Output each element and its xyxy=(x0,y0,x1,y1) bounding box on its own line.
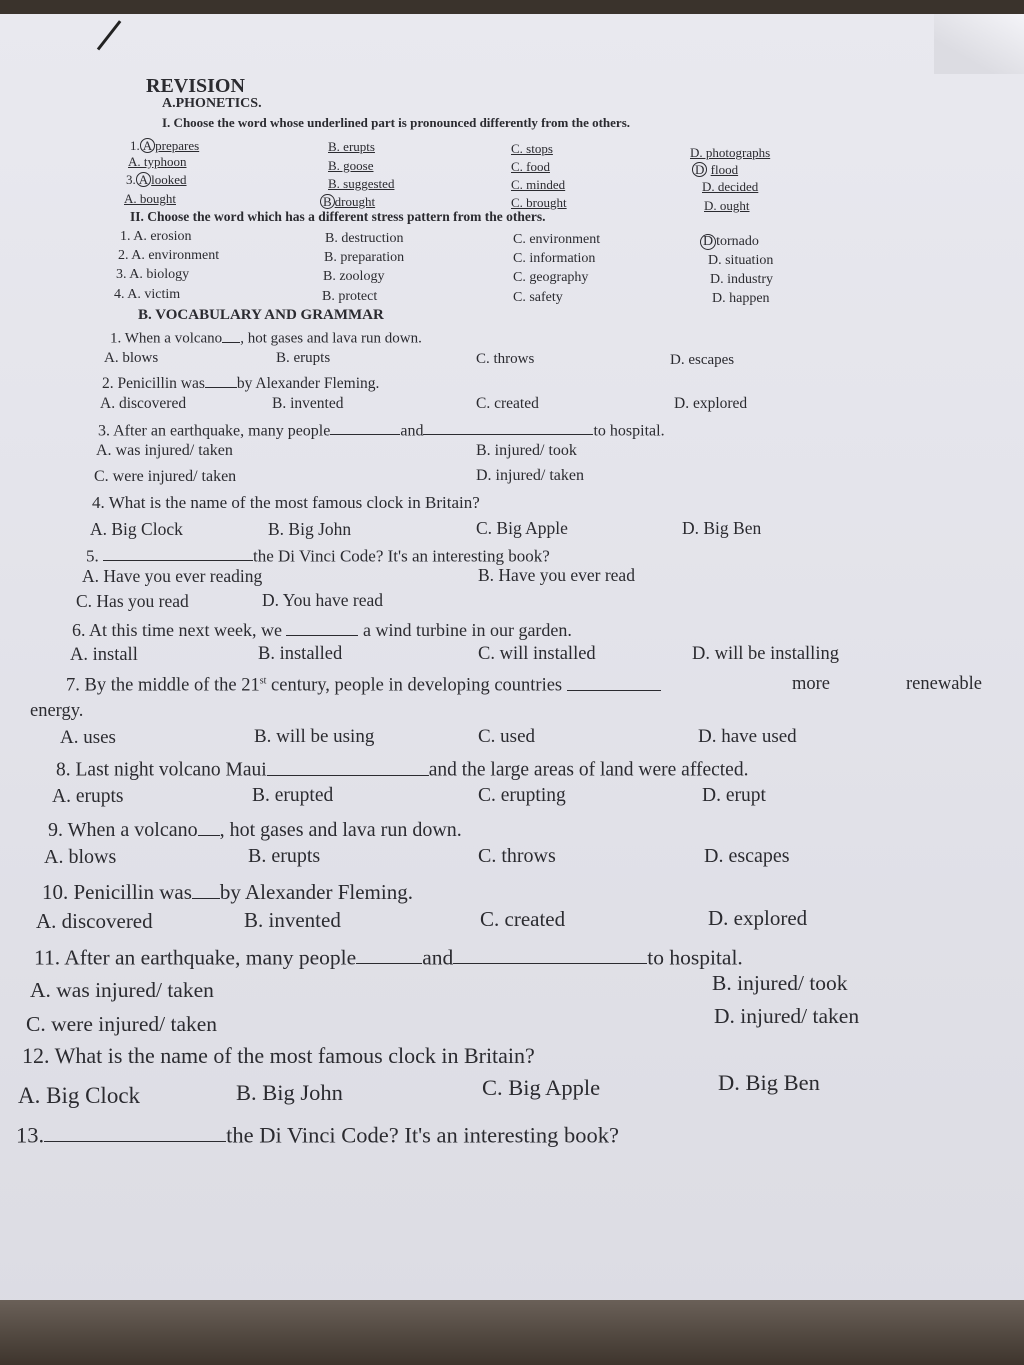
phonetics-4-a: A. bought xyxy=(124,191,176,206)
q8-option-b: B. erupted xyxy=(252,785,334,806)
question-8-stem: 8. Last night volcano Maui and the large areas of land were affected. xyxy=(56,757,748,780)
stress-4-b: B. protect xyxy=(322,289,378,304)
stress-1-a: 1. A. erosion xyxy=(120,229,192,244)
part-ii-instruction: II. Choose the word which has a different stress pattern from the others. xyxy=(130,209,546,224)
stress-4-c: C. safety xyxy=(513,290,563,305)
stress-2-d: D. situation xyxy=(708,253,774,268)
q4-option-b: B. Big John xyxy=(268,519,352,539)
q1-option-d: D. escapes xyxy=(670,352,735,368)
pen-mark xyxy=(97,20,122,50)
part-i-instruction: I. Choose the word whose underlined part is pronounced differently from the others. xyxy=(162,115,631,130)
stress-2-b: B. preparation xyxy=(324,250,405,265)
phonetics-2-b: B. goose xyxy=(328,158,374,173)
circled-answer: A xyxy=(140,138,155,153)
phonetics-3-b: B. suggested xyxy=(328,176,395,191)
phonetics-3-c: C. minded xyxy=(511,177,566,192)
q6-option-b: B. installed xyxy=(258,644,343,664)
q5-option-a: A. Have you ever reading xyxy=(82,566,263,586)
q3-option-b: B. injured/ took xyxy=(476,442,577,459)
q5-option-c: C. Has you read xyxy=(76,591,189,611)
phonetics-4-c: C. brought xyxy=(511,195,567,210)
q10-option-a: A. discovered xyxy=(36,909,153,933)
q9-option-d: D. escapes xyxy=(704,845,790,867)
q7-option-a: A. uses xyxy=(60,727,116,748)
question-3-stem: 3. After an earthquake, many people and to hospital. xyxy=(98,420,665,439)
question-5-stem: 5. the Di Vinci Code? It's an interesting book? xyxy=(86,546,550,566)
phonetics-4-d: D. ought xyxy=(704,198,750,213)
q9-option-c: C. throws xyxy=(478,845,556,867)
question-9-stem: 9. When a volcano , hot gases and lava run down. xyxy=(48,819,462,841)
q1-option-b: B. erupts xyxy=(276,350,331,366)
q7-option-b: B. will be using xyxy=(254,726,375,747)
q5-option-d: D. You have read xyxy=(262,590,384,610)
worksheet-page xyxy=(0,14,1024,1339)
q12-option-a: A. Big Clock xyxy=(18,1083,141,1108)
q3-option-c: C. were injured/ taken xyxy=(94,468,237,485)
question-13-stem: 13. the Di Vinci Code? It's an interesting book? xyxy=(16,1122,619,1148)
q7-stem-energy: energy. xyxy=(30,701,84,721)
q4-option-c: C. Big Apple xyxy=(476,518,568,538)
q12-option-c: C. Big Apple xyxy=(482,1075,601,1100)
q5-option-b: B. Have you ever read xyxy=(478,565,635,585)
q1-option-a: A. blows xyxy=(104,350,159,366)
stress-3-a: 3. A. biology xyxy=(116,267,190,282)
stress-3-c: C. geography xyxy=(513,270,589,285)
stress-1-d: D tornado xyxy=(700,234,759,250)
q8-option-c: C. erupting xyxy=(478,785,566,806)
q11-option-b: B. injured/ took xyxy=(712,971,848,995)
phonetics-3-d: D. decided xyxy=(702,179,759,194)
stress-1-b: B. destruction xyxy=(325,231,404,246)
q1-option-c: C. throws xyxy=(476,351,535,367)
table-surface xyxy=(0,1300,1024,1365)
q4-option-a: A. Big Clock xyxy=(90,519,183,539)
q7-stem-renewable: renewable xyxy=(906,674,983,694)
circled-answer: D xyxy=(700,234,716,250)
page-title: REVISION xyxy=(146,75,245,97)
q7-option-d: D. have used xyxy=(698,726,797,747)
q6-option-d: D. will be installing xyxy=(692,644,839,664)
q4-option-d: D. Big Ben xyxy=(682,518,762,538)
phonetics-2-a: A. typhoon xyxy=(128,154,187,169)
question-11-stem: 11. After an earthquake, many people and to hospital. xyxy=(34,945,743,970)
q10-option-b: B. invented xyxy=(244,908,341,932)
stress-2-a: 2. A. environment xyxy=(118,248,220,263)
phonetics-4-b: B drought xyxy=(320,194,375,209)
circled-answer: A xyxy=(136,172,151,187)
phonetics-1-d: D. photographs xyxy=(690,145,771,160)
stress-3-b: B. zoology xyxy=(323,269,385,284)
q6-option-a: A. install xyxy=(70,645,138,665)
q2-option-c: C. created xyxy=(476,395,539,412)
q11-option-a: A. was injured/ taken xyxy=(30,978,214,1002)
q10-option-d: D. explored xyxy=(708,906,808,930)
circled-answer: D xyxy=(692,162,707,177)
phonetics-1-c: C. stops xyxy=(511,141,553,156)
q8-option-a: A. erupts xyxy=(52,786,124,807)
stress-4-a: 4. A. victim xyxy=(114,287,181,302)
circled-answer: B xyxy=(320,194,335,209)
q12-option-b: B. Big John xyxy=(236,1080,343,1105)
question-2-stem: 2. Penicillin was by Alexander Fleming. xyxy=(102,374,380,392)
phonetics-row-3: 3. A looked xyxy=(126,172,187,187)
q2-option-b: B. invented xyxy=(272,395,344,412)
q2-option-a: A. discovered xyxy=(100,395,187,412)
q12-option-d: D. Big Ben xyxy=(718,1070,820,1095)
q3-option-d: D. injured/ taken xyxy=(476,467,584,484)
page-fold xyxy=(934,14,1024,74)
q9-option-b: B. erupts xyxy=(248,845,321,867)
q3-option-a: A. was injured/ taken xyxy=(96,442,233,459)
q11-option-c: C. were injured/ taken xyxy=(26,1012,218,1036)
phonetics-2-c: C. food xyxy=(511,159,550,174)
stress-3-d: D. industry xyxy=(710,272,773,287)
question-7-stem: 7. By the middle of the 21st century, people in developing countries xyxy=(66,673,661,695)
q10-option-c: C. created xyxy=(480,907,566,931)
question-1-stem: 1. When a volcano , hot gases and lava run down. xyxy=(110,328,422,347)
phonetics-row-1: 1. A prepares xyxy=(130,138,200,153)
q2-option-d: D. explored xyxy=(674,395,748,412)
q7-option-c: C. used xyxy=(478,726,535,747)
question-6-stem: 6. At this time next week, we a wind turbine in our garden. xyxy=(72,620,572,641)
q8-option-d: D. erupt xyxy=(702,785,766,806)
stress-2-c: C. information xyxy=(513,251,596,266)
phonetics-2-d: D flood xyxy=(692,162,738,177)
question-10-stem: 10. Penicillin was by Alexander Fleming. xyxy=(42,879,413,904)
section-b-heading: B. VOCABULARY AND GRAMMAR xyxy=(138,307,384,323)
q11-option-d: D. injured/ taken xyxy=(714,1004,860,1028)
stress-1-c: C. environment xyxy=(513,232,601,247)
question-4-stem: 4. What is the name of the most famous clock in Britain? xyxy=(92,493,480,512)
question-12-stem: 12. What is the name of the most famous clock in Britain? xyxy=(22,1043,535,1068)
q9-option-a: A. blows xyxy=(44,846,117,868)
q7-stem-more: more xyxy=(792,674,831,694)
stress-4-d: D. happen xyxy=(712,291,770,306)
q6-option-c: C. will installed xyxy=(478,644,596,664)
section-a-heading: A.PHONETICS. xyxy=(162,96,262,111)
phonetics-1-b: B. erupts xyxy=(328,139,375,154)
